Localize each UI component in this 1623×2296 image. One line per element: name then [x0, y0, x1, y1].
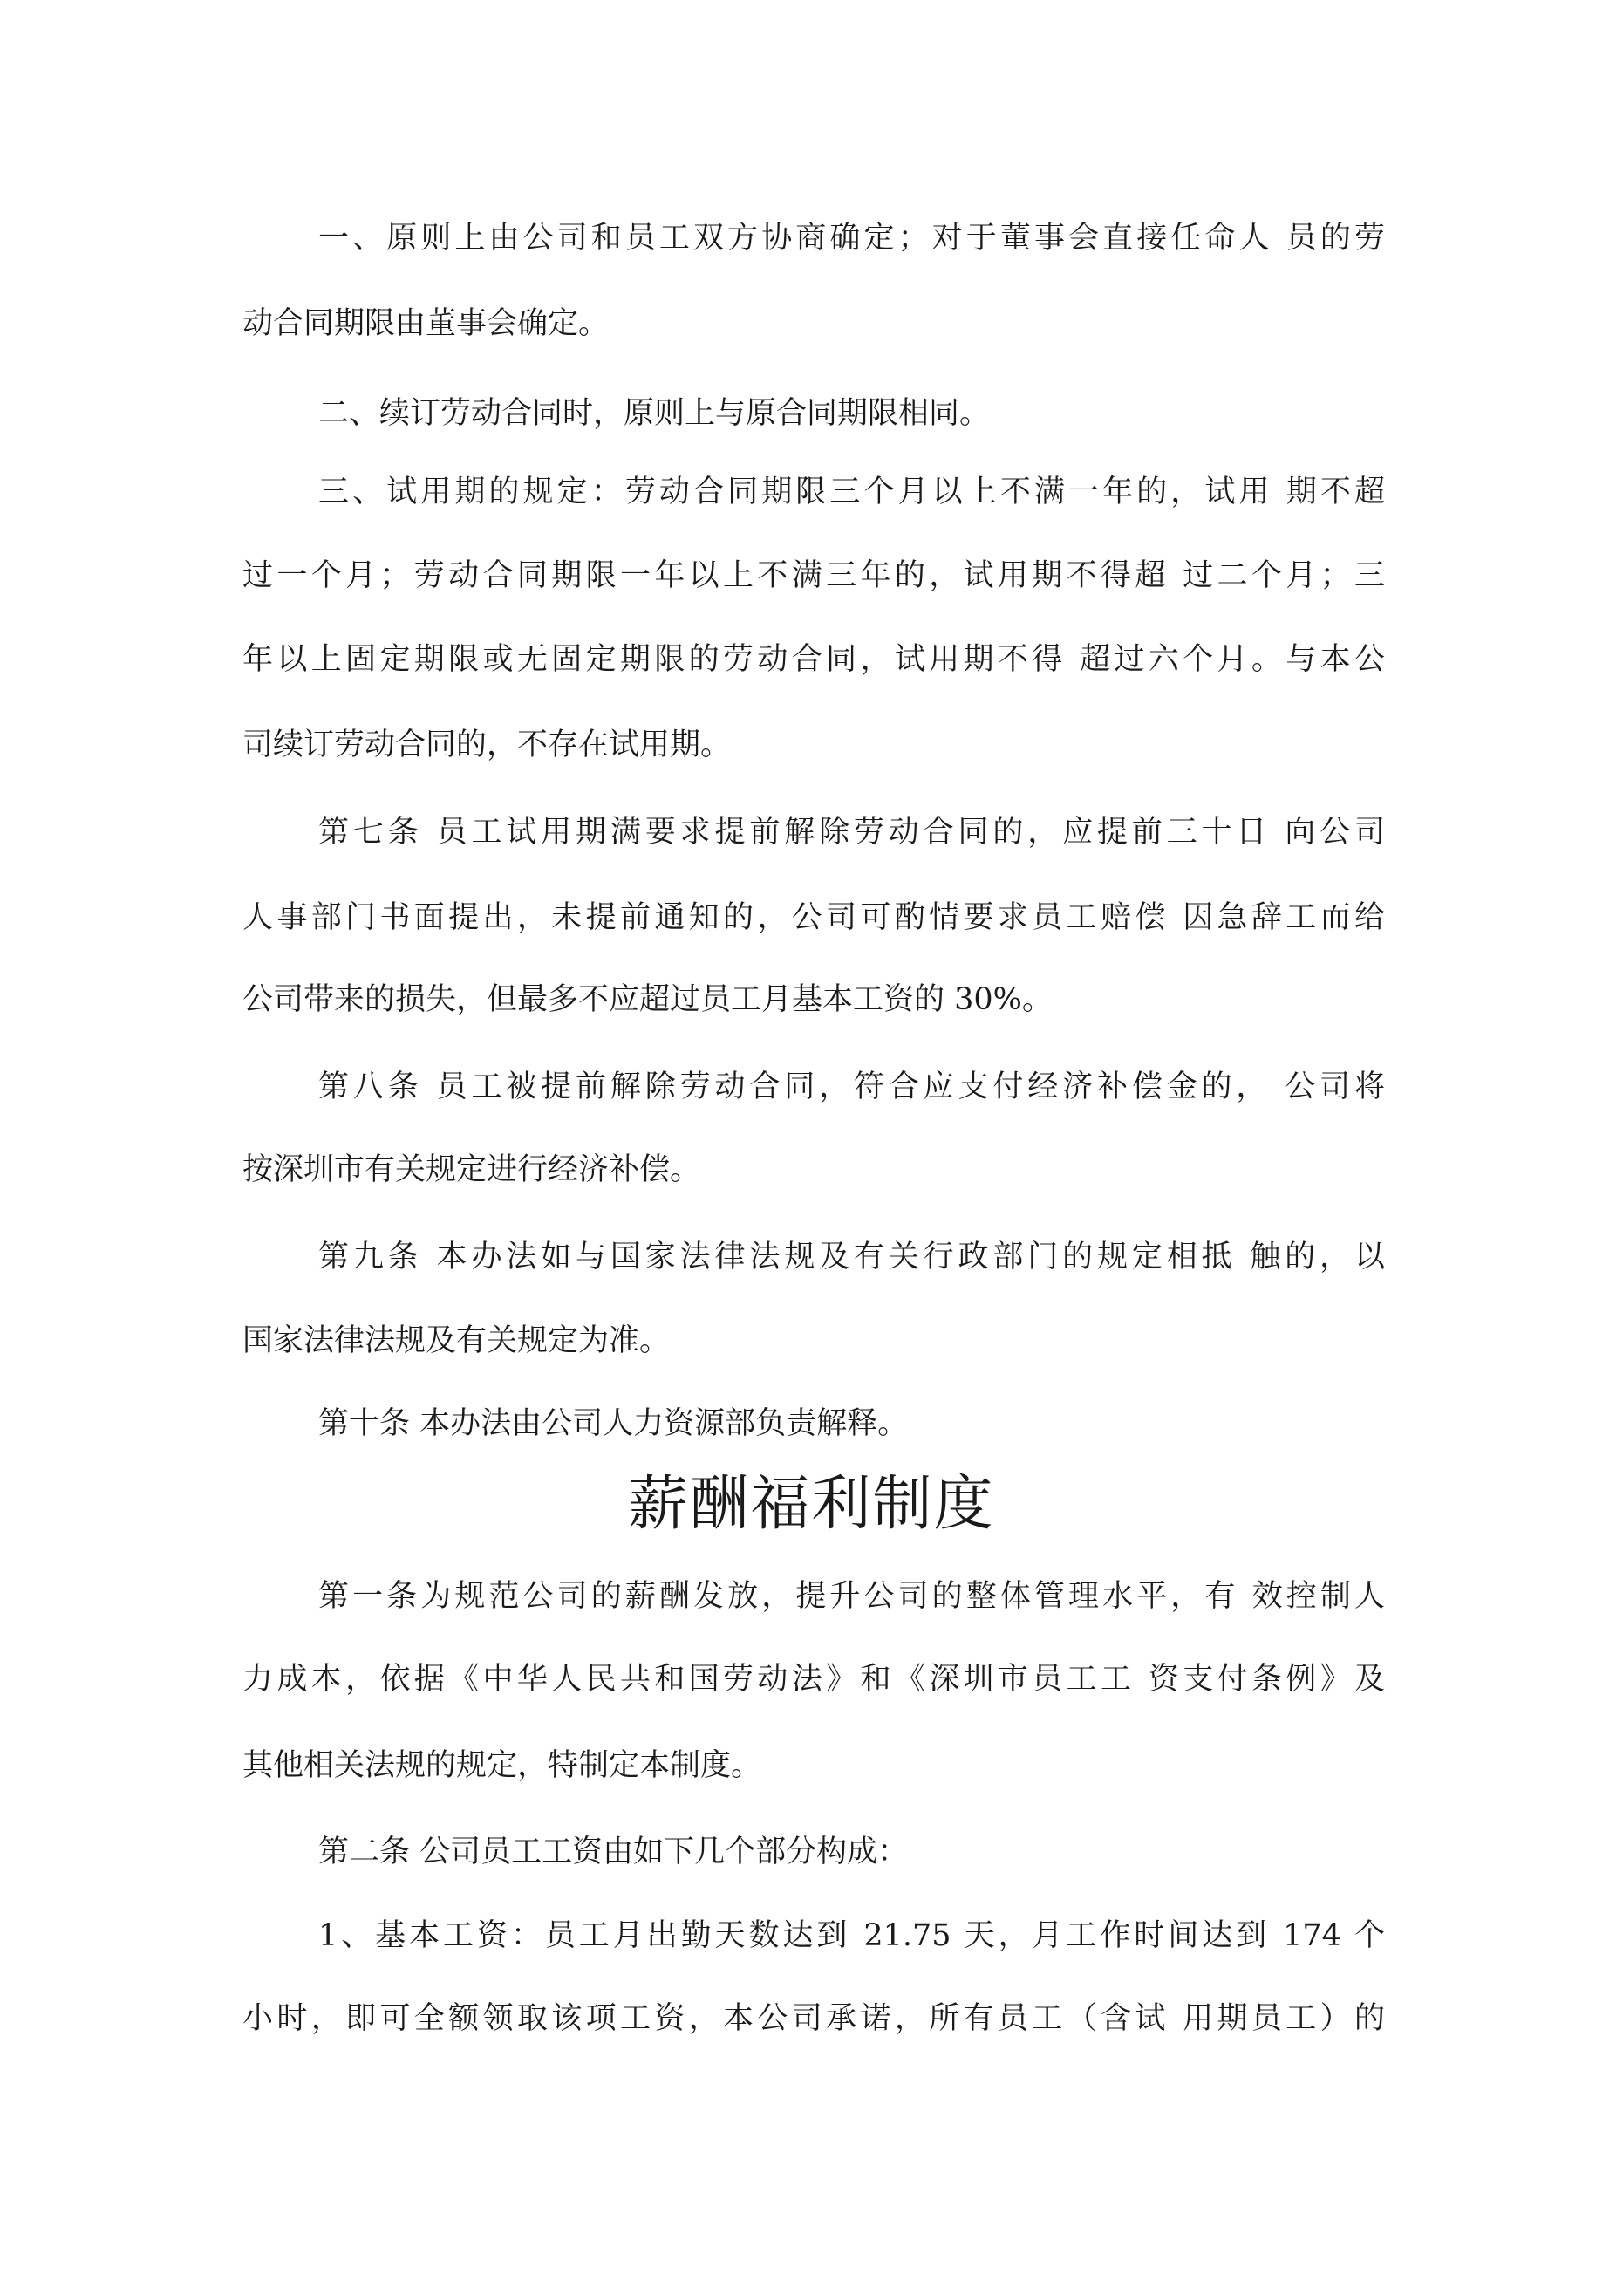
paragraph-line: 第八条 员工被提前解除劳动合同，符合应支付经济补偿金的， 公司将 — [318, 1069, 1385, 1104]
paragraph-line: 过一个月；劳动合同期限一年以上不满三年的，试用期不得超 过二个月；三 — [242, 558, 1385, 593]
paragraph-line: 力成本，依据《中华人民共和国劳动法》和《深圳市员工工 资支付条例》及 — [242, 1662, 1385, 1697]
paragraph-line: 三、试用期的规定：劳动合同期限三个月以上不满一年的，试用 期不超 — [318, 475, 1385, 509]
paragraph-line: 第十条 本办法由公司人力资源部负责解释。 — [318, 1406, 909, 1441]
paragraph-line: 第一条为规范公司的薪酬发放，提升公司的整体管理水平，有 效控制人 — [318, 1579, 1385, 1614]
paragraph-line: 第七条 员工试用期满要求提前解除劳动合同的，应提前三十日 向公司 — [318, 815, 1385, 850]
paragraph-line: 第九条 本办法如与国家法律法规及有关行政部门的规定相抵 触的，以 — [318, 1240, 1385, 1274]
paragraph-line: 司续订劳动合同的，不存在试用期。 — [242, 728, 732, 762]
paragraph-line: 第二条 公司员工工资由如下几个部分构成： — [318, 1835, 909, 1869]
section-title: 薪酬福利制度 — [628, 1470, 995, 1539]
paragraph-line: 其他相关法规的规定，特制定本制度。 — [242, 1748, 762, 1783]
paragraph-line: 公司带来的损失，但最多不应超过员工月基本工资的 30%。 — [242, 982, 1053, 1017]
paragraph-line: 按深圳市有关规定进行经济补偿。 — [242, 1152, 701, 1187]
paragraph-line: 年以上固定期限或无固定期限的劳动合同，试用期不得 超过六个月。与本公 — [242, 642, 1385, 677]
paragraph-line: 1、基本工资：员工月出勤天数达到 21.75 天，月工作时间达到 174 个 — [318, 1918, 1385, 1953]
paragraph-line: 动合同期限由董事会确定。 — [242, 306, 610, 341]
paragraph-line: 一、原则上由公司和员工双方协商确定；对于董事会直接任命人 员的劳 — [318, 221, 1385, 256]
paragraph-line: 小时，即可全额领取该项工资，本公司承诺，所有员工（含试 用期员工）的 — [242, 2001, 1385, 2036]
paragraph-line: 国家法律法规及有关规定为准。 — [242, 1323, 671, 1358]
paragraph-line: 二、续订劳动合同时，原则上与原合同期限相同。 — [318, 396, 991, 431]
paragraph-line: 人事部门书面提出，未提前通知的，公司可酌情要求员工赔偿 因急辞工而给 — [242, 900, 1385, 935]
